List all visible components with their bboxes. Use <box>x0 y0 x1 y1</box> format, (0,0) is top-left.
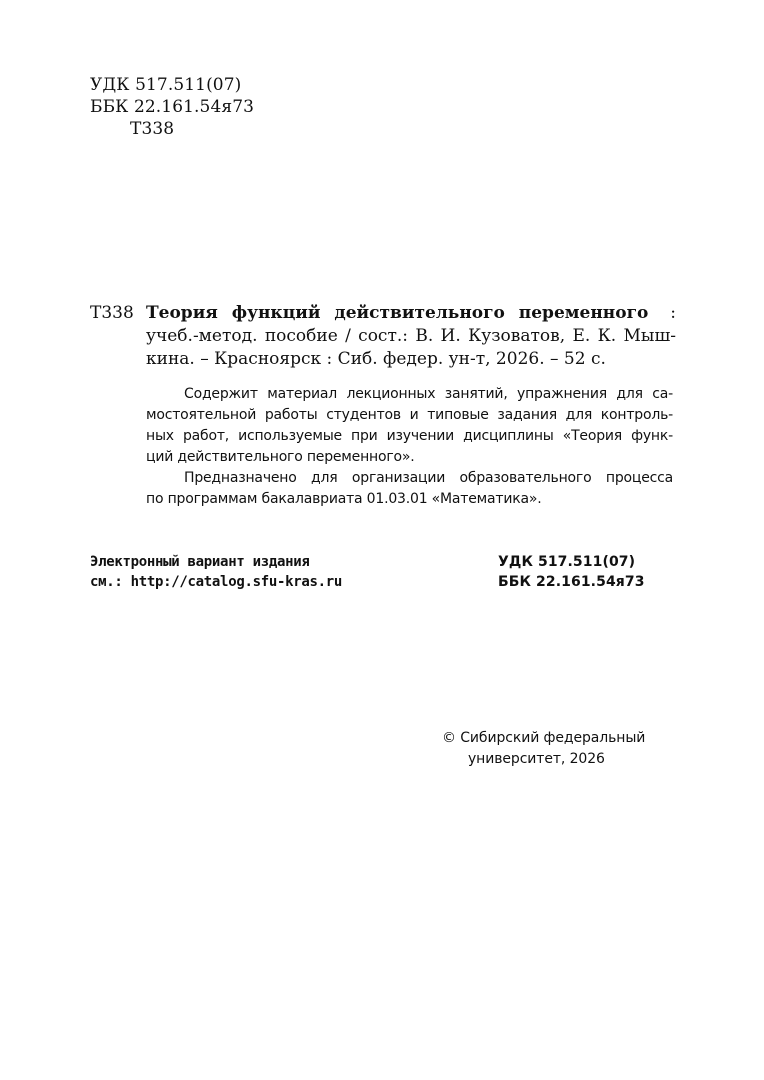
entry-publication-line: кина. – Красноярск : Сиб. федер. ун-т, 2026. – 52 с. <box>146 349 606 369</box>
abstract-line: Содержит материал лекционных занятий, упражнения для са- <box>184 386 673 402</box>
abstract-line: ных работ, используемые при изучении дисциплины «Теория функ- <box>146 428 673 444</box>
entry-body <box>146 302 676 371</box>
abstract-line: Предназначено для организации образовательного процесса <box>184 470 673 486</box>
copyright-notice <box>442 728 645 770</box>
bbk-code: ББК 22.161.54я73 <box>90 97 255 117</box>
book-title: Теория функций действительного переменного <box>146 303 649 323</box>
entry-author-code: Т338 <box>90 303 134 323</box>
electronic-version-label: Электронный вариант издания <box>90 554 310 570</box>
footer-classification <box>498 552 645 592</box>
abstract-line: мостоятельной работы студентов и типовые задания для контроль- <box>146 407 673 423</box>
catalog-link[interactable]: см.: http://catalog.sfu-kras.ru <box>90 574 342 590</box>
footer-udk-code: УДК 517.511(07) <box>498 554 636 570</box>
abstract-line: по программам бакалавриата 01.03.01 «Математика». <box>146 491 542 507</box>
electronic-version-note <box>90 552 342 592</box>
author-code: Т338 <box>130 119 175 139</box>
entry-title-line <box>146 302 676 325</box>
bibliographic-entry <box>90 302 676 371</box>
entry-description-line: учеб.-метод. пособие / сост.: В. И. Кузоватов, Е. К. Мыш- <box>146 326 676 346</box>
copyright-line: © Сибирский федеральный <box>442 730 646 746</box>
copyright-line: университет, 2026 <box>468 751 605 767</box>
title-separator: : <box>670 303 676 323</box>
abstract-line: ций действительного переменного». <box>146 449 415 465</box>
footer-bbk-code: ББК 22.161.54я73 <box>498 574 645 590</box>
classification-block <box>90 74 254 140</box>
abstract <box>146 384 673 510</box>
udk-code: УДК 517.511(07) <box>90 75 242 95</box>
